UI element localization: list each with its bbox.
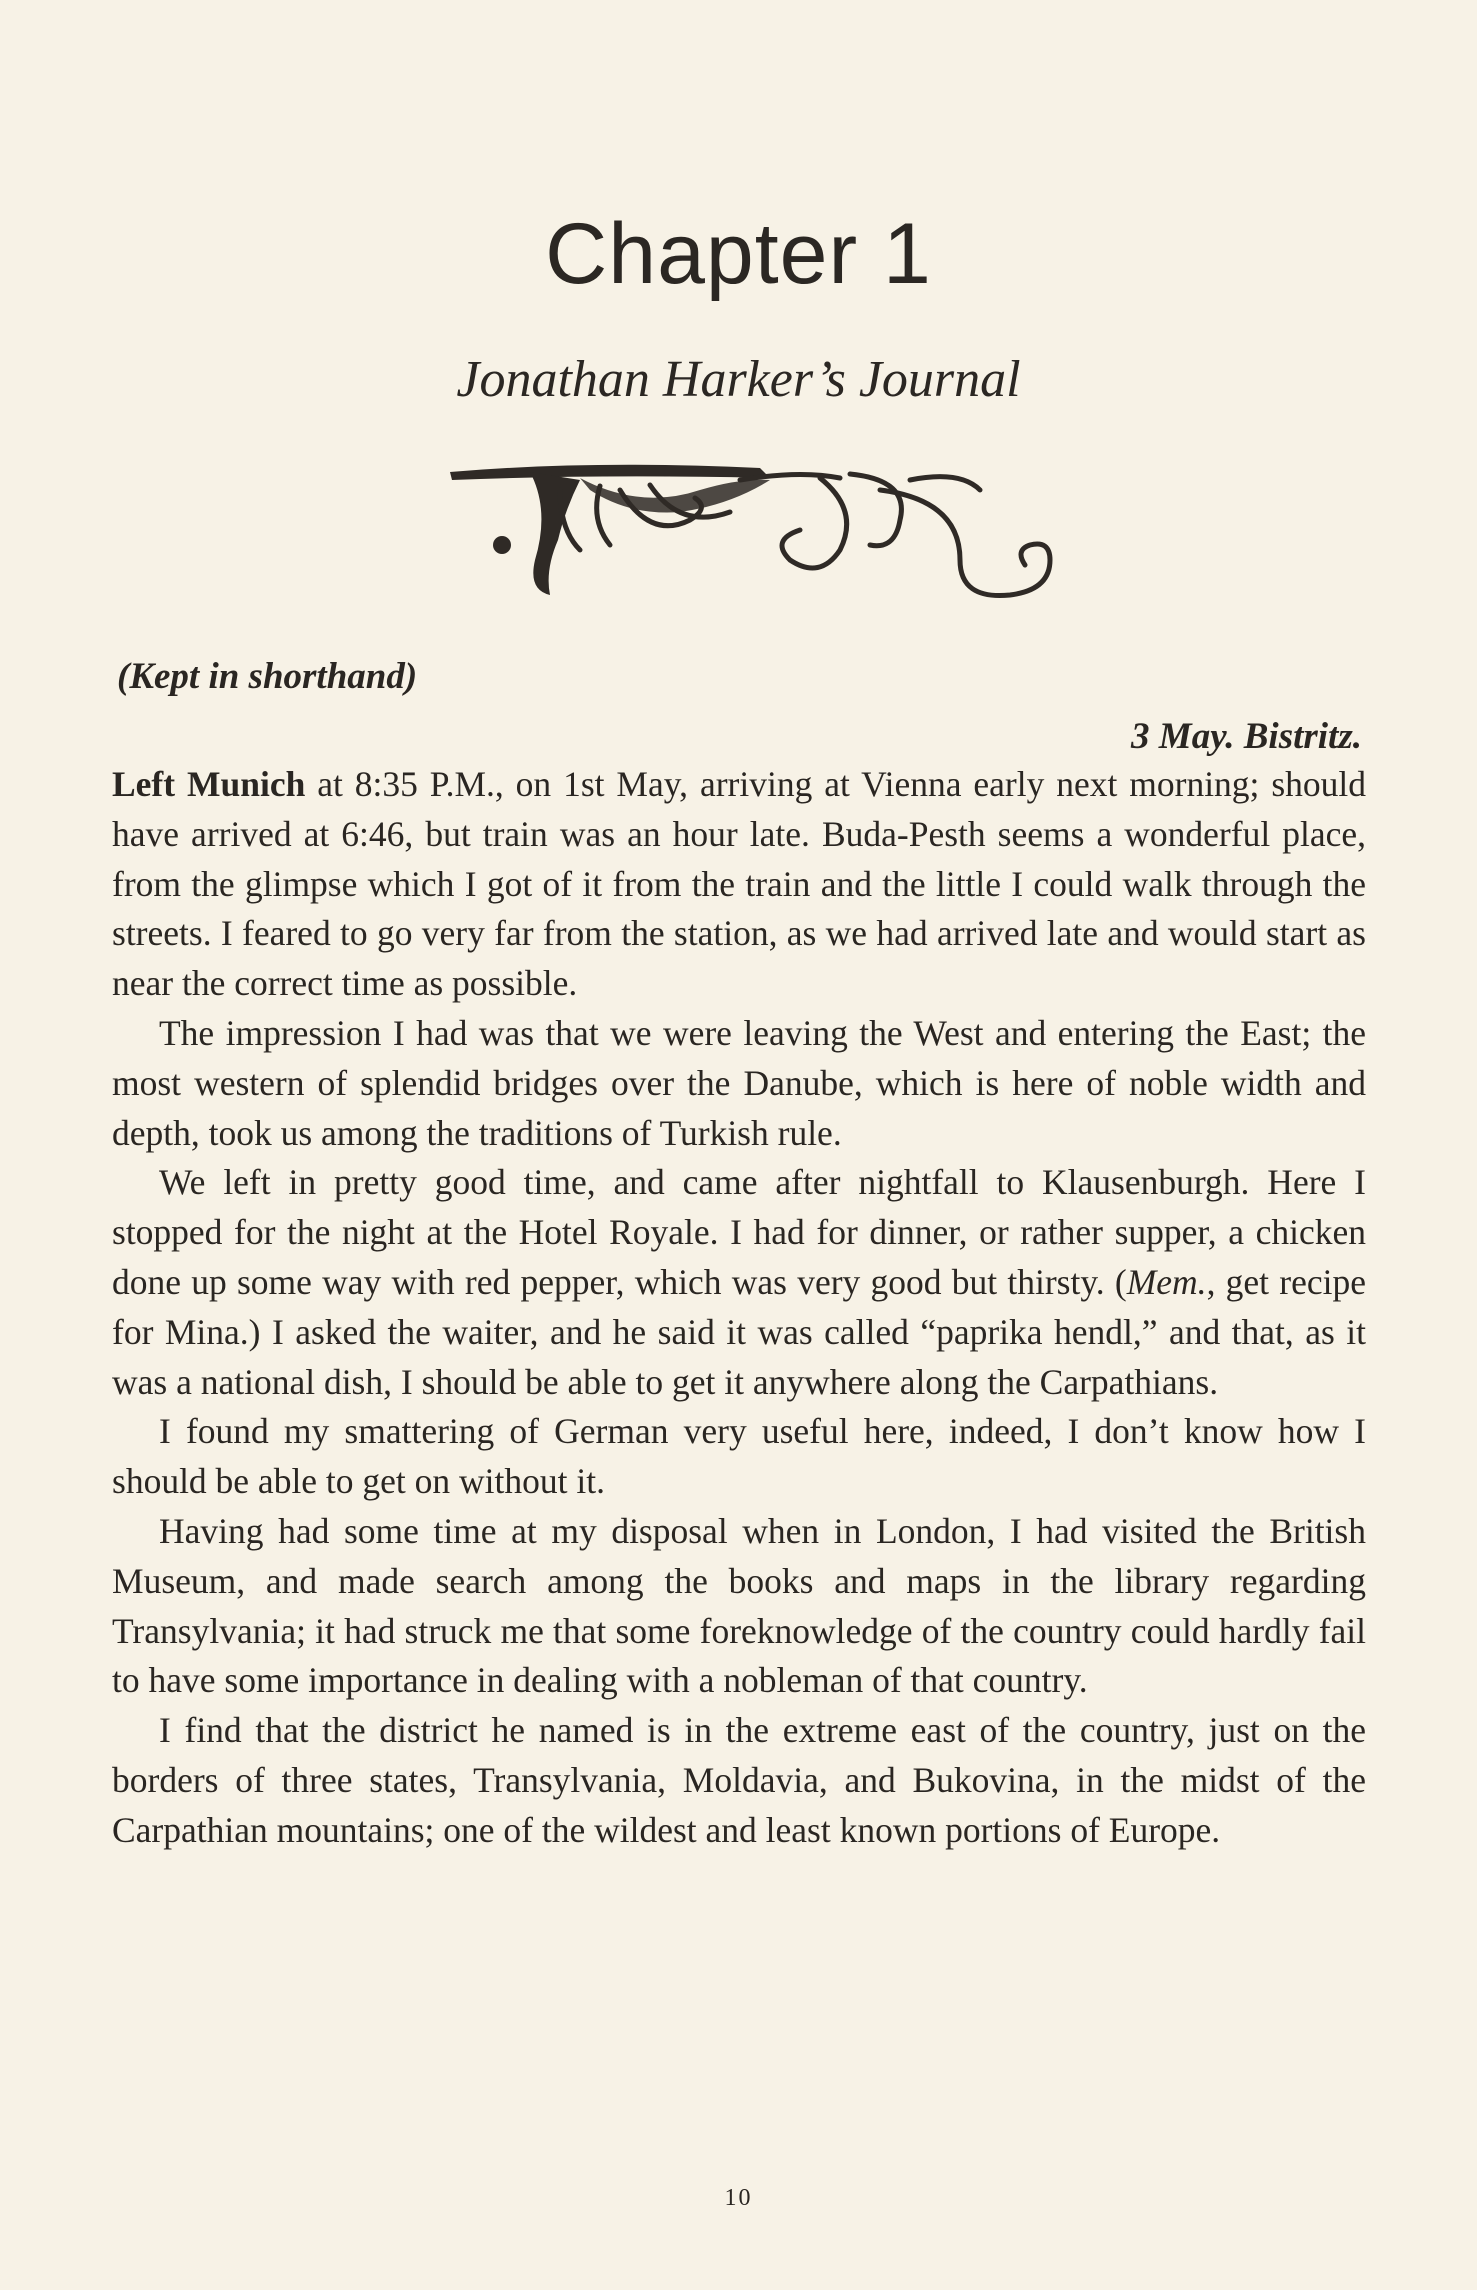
- paragraph-text: , get recipe for Mina.) I asked the waiter, and he said it was called “paprika hendl,” and that, as it was a national dish, I should be able to get it anywhere along the Carpathians.: [112, 1261, 1366, 1402]
- paragraph: [112, 760, 1366, 1009]
- chapter-title: Chapter 1: [545, 206, 932, 302]
- paragraph-lead: Left Munich: [112, 764, 306, 804]
- paragraph: Having had some time at my disposal when in London, I had visited the British Museum, and made search among the books and maps in the library regarding Transylvania; it had struck me that some foreknowledge of the country could hardly fail to have some importance in dealing with a nobleman of that country.: [112, 1510, 1366, 1701]
- shorthand-note: (Kept in shorthand): [117, 656, 418, 697]
- journal-body: [112, 760, 1366, 1856]
- paragraph-text: We left in pretty good time, and came after nightfall to Klausenburgh. Here I stopped for the night at the Hotel Royale. I had for dinner, or rather supper, a chicken done up some way with red pepper, which was very good but thirsty. (: [112, 1162, 1366, 1302]
- paragraph: [112, 1158, 1366, 1407]
- page-number: 10: [724, 2185, 753, 2211]
- journal-dateline: 3 May. Bistritz.: [1131, 716, 1362, 757]
- paragraph: The impression I had was that we were leaving the West and entering the East; the most western of splendid bridges over the Danube, which is here of noble width and depth, took us among the traditions of Turkish rule.: [112, 1012, 1366, 1153]
- paragraph: I find that the district he named is in the extreme east of the country, just on the borders of three states, Transylvania, Moldavia, and Bukovina, in the midst of the Carpathian mountains; one of the wildest and least known portions of Europe.: [112, 1710, 1366, 1850]
- paragraph-text: at 8:35 P.M., on 1st May, arriving at Vienna early next morning; should have arrived at 6:46, but train was an hour late. Buda-Pesth seems a wonderful place, from the glimpse which I got of it from the train and the little I could walk through the streets. I feared to go very far from the station, as we had arrived late and would start as near the correct time as possible.: [112, 764, 1366, 1004]
- paragraph: I found my smattering of German very useful here, indeed, I don’t know how I should be able to get on without it.: [112, 1411, 1366, 1502]
- memo-italic: Mem.: [1126, 1261, 1207, 1302]
- flourish-ornament-icon: [440, 450, 1100, 600]
- chapter-subtitle: Jonathan Harker’s Journal: [456, 351, 1021, 408]
